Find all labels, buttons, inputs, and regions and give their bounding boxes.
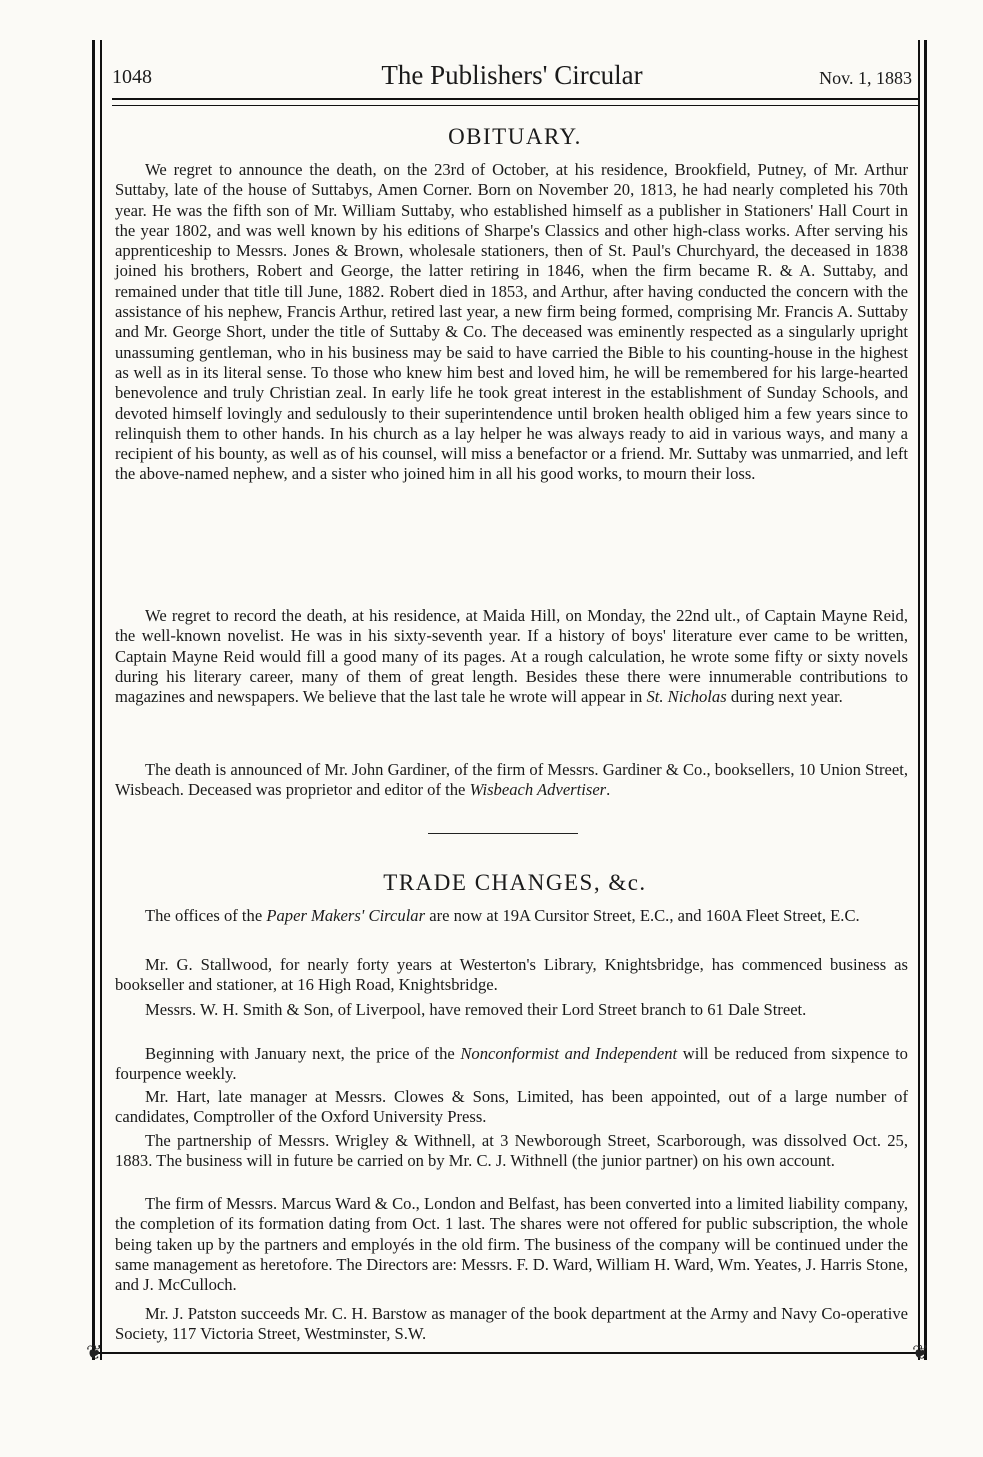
trade-hart: Mr. Hart, late manager at Messrs. Clowes & Sons, Limited, has been appointed, out of a large number of candidates, Comptroller of the Oxford University Press. xyxy=(115,1087,908,1127)
right-border xyxy=(918,40,927,1360)
trade-smith: Messrs. W. H. Smith & Son, of Liverpool, have removed their Lord Street branch to 61 Dale Street. xyxy=(145,1000,807,1019)
footer-rule xyxy=(95,1352,920,1354)
page-number: 1048 xyxy=(112,66,152,88)
obituary-suttaby: We regret to announce the death, on the 23rd of October, at his residence, Brookfield, Putney, of Mr. Arthur Suttaby, late of the house of Suttabys, Amen Corner. Born on November 20, 1813, he had nearly completed his 70th year. He was the fifth son of Mr. William Suttaby, who established himself as a publisher in Stationers' Hall Court in the year 1802, and was well known by his editions of Sharpe's Classics and other high-class works. After serving his apprenticeship to Messrs. Jones & Brown, wholesale stationers, then of St. Paul's Churchyard, the deceased in 1838 joined his brothers, Robert and George, the latter retiring in 1846, when the firm became R. & A. Suttaby, and remained under that title till June, 1882. Robert died in 1853, and Arthur, after having conducted the concern with the assistance of his nephew, Francis Arthur, retired last year, a new firm being formed, comprising Mr. Francis A. Suttaby and Mr. George Short, under the title of Suttaby & Co. The deceased was eminently respected as a singularly upright unassuming gentleman, who in his business may be said to have carried the Bible to his counting-house in the highest as well as in its literal sense. To those who knew him best and loved him, he will be remembered for his large-hearted benevolence and truly Christian zeal. In early life he took great interest in the establishment of Sunday Schools, and devoted himself lovingly and sedulously to their superintendence until broken health obliged him a few years since to relinquish them to other hands. In his church as a lay helper he was always ready to aid in various ways, and many a recipient of his bounty, as well as of his counsel, will miss a benefactor or a friend. Mr. Suttaby was unmarried, and left the above-named nephew, and a sister who joined him in all his good works, to mourn their loss. xyxy=(115,160,908,484)
trade-nonconformist: Beginning with January next, the price of the Nonconformist and Independent will be reduced from sixpence to fourpence weekly. xyxy=(115,1044,908,1084)
gardiner-italic: Wisbeach Advertiser xyxy=(469,780,607,800)
trade-wrigley: The partnership of Messrs. Wrigley & Withnell, at 3 Newborough Street, Scarborough, was dissolved Oct. 25, 1883. The business will in future be carried on by Mr. C. J. Withnell (the junior partner) on his own account. xyxy=(115,1131,908,1171)
trade-stallwood: Mr. G. Stallwood, for nearly forty years at Westerton's Library, Knightsbridge, has commenced business as bookseller and stationer, at 16 High Road, Knightsbridge. xyxy=(115,955,908,995)
obituary-reid: We regret to record the death, at his residence, at Maida Hill, on Monday, the 22nd ult., of Captain Mayne Reid, the well-known novelist. He was in his sixty-seventh year. If a history of boys' literature ever came to be written, Captain Mayne Reid would fill a good many of its pages. At a rough calculation, he wrote some fifty or sixty novels during his literary career, many of them of great length. Besides these there were innumerable contributions to magazines and newspapers. We believe that the last tale he wrote will appear in St. Nicholas during next year. xyxy=(115,606,908,707)
journal-title: The Publishers' Circular xyxy=(381,60,643,90)
obituary-heading: OBITUARY. xyxy=(448,124,582,149)
obituary-gardiner: The death is announced of Mr. John Gardiner, of the firm of Messrs. Gardiner & Co., booksellers, 10 Union Street, Wisbeach. Deceased was proprietor and editor of the Wisbeach Advertiser. xyxy=(115,760,908,800)
left-border xyxy=(92,40,102,1360)
reid-italic: St. Nicholas xyxy=(646,687,727,707)
section-divider xyxy=(428,833,578,834)
trade-patston: Mr. J. Patston succeeds Mr. C. H. Barstow as manager of the book department at the Army and Navy Co-operative Society, 117 Victoria Street, Westminster, S.W. xyxy=(115,1304,908,1344)
running-header xyxy=(112,60,912,100)
trade-marcus-ward: The firm of Messrs. Marcus Ward & Co., London and Belfast, has been converted into a limited liability company, the completion of its formation dating from Oct. 1 last. The shares were not offered for public subscription, the whole being taken up by the partners and employés in the old firm. The business of the company will be continued under the same management as heretofore. The Directors are: Messrs. F. D. Ward, William H. Ward, Wm. Yeates, J. Harris Stone, and J. McCulloch. xyxy=(115,1194,908,1295)
issue-date: Nov. 1, 1883 xyxy=(819,68,912,88)
ornament-right-icon: ❦ xyxy=(912,1342,929,1364)
trade-heading: TRADE CHANGES, &c. xyxy=(383,870,647,895)
trade-paper-makers: The offices of the Paper Makers' Circular are now at 19A Cursitor Street, E.C., and 160A Fleet Street, E.C. xyxy=(145,906,860,925)
ornament-left-icon: ❦ xyxy=(86,1342,103,1364)
header-rule xyxy=(112,98,918,106)
